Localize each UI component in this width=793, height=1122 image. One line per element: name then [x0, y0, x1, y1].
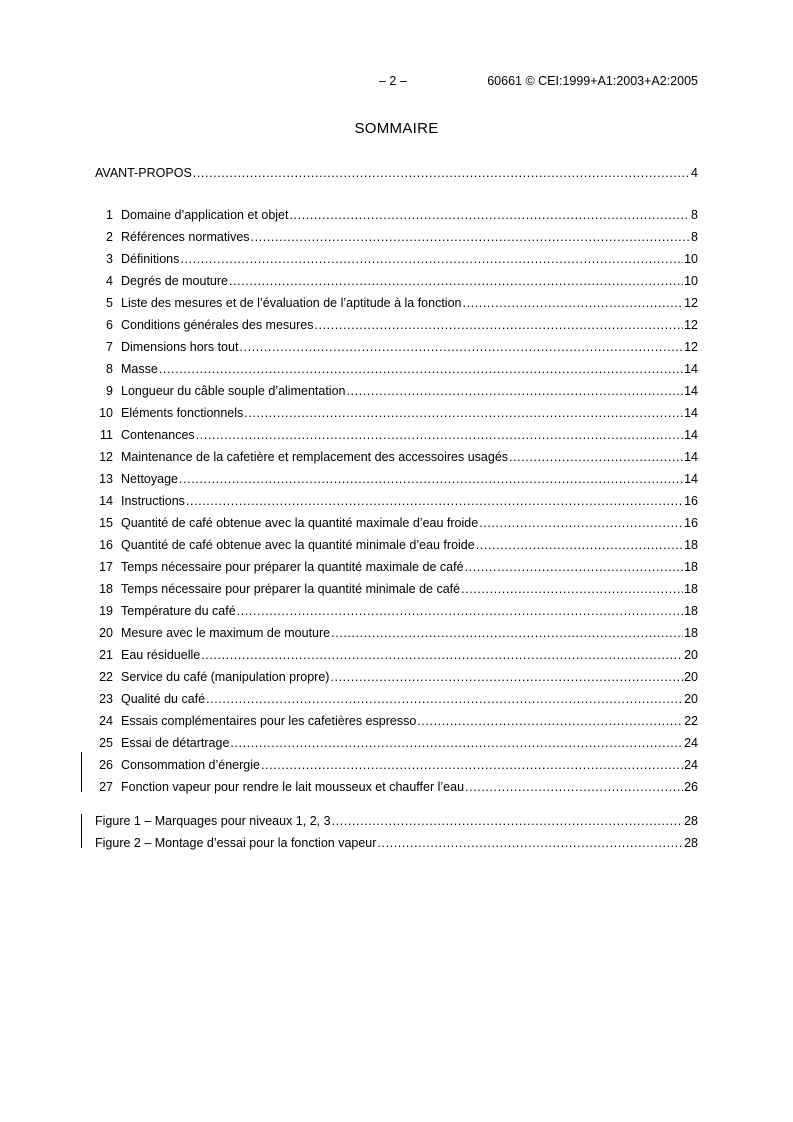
toc-entry-page: 18 [684, 604, 698, 618]
toc-entry[interactable] [95, 404, 698, 422]
toc-entry[interactable] [95, 294, 698, 312]
toc-entry-label: AVANT-PROPOS [95, 166, 192, 180]
toc-entry[interactable] [95, 756, 698, 774]
toc-entry-label: Définitions [121, 252, 180, 266]
clause-number: 10 [99, 406, 113, 420]
clause-number: 1 [106, 208, 113, 222]
toc-entry-label: Quantité de café obtenue avec la quantité minimale d’eau froide [121, 538, 475, 552]
toc-entry-page: 14 [684, 406, 698, 420]
toc-entry-page: 8 [691, 230, 698, 244]
toc-entry-page: 22 [684, 714, 698, 728]
toc-entry-page: 18 [684, 582, 698, 596]
figure-entry-label: Figure 1 – Marquages pour niveaux 1, 2, 3 [95, 814, 331, 828]
toc-entry-page: 20 [684, 670, 698, 684]
clause-number: 15 [99, 516, 113, 530]
dot-leader [229, 272, 683, 290]
clause-number: 8 [106, 362, 113, 376]
dot-leader [314, 316, 683, 334]
toc-entry-label: Nettoyage [121, 472, 178, 486]
dot-leader [180, 250, 683, 268]
toc-entry-label: Conditions générales des mesures [121, 318, 314, 332]
toc-entry-page: 12 [684, 296, 698, 310]
toc-entry[interactable] [95, 558, 698, 576]
toc-entry-label: Liste des mesures et de l’évaluation de l’aptitude à la fonction [121, 296, 462, 310]
toc-entry[interactable] [95, 470, 698, 488]
toc-entry[interactable] [95, 646, 698, 664]
toc-entry[interactable] [95, 580, 698, 598]
clause-number: 13 [99, 472, 113, 486]
change-bar [81, 814, 82, 848]
toc-entry-page: 18 [684, 560, 698, 574]
toc-entry-page: 12 [684, 340, 698, 354]
toc-entry-page: 14 [684, 428, 698, 442]
clause-number: 7 [106, 340, 113, 354]
toc-entry-label: Mesure avec le maximum de mouture [121, 626, 331, 640]
toc-entry-page: 16 [684, 516, 698, 530]
dot-leader [463, 294, 684, 312]
toc-entry-label: Temps nécessaire pour préparer la quantité minimale de café [121, 582, 461, 596]
toc-entry-label: Masse [121, 362, 158, 376]
dot-leader [479, 514, 683, 532]
toc-entry-label: Qualité du café [121, 692, 206, 706]
toc-entry-label: Références normatives [121, 230, 250, 244]
toc-entry-label: Maintenance de la cafetière et remplacement des accessoires usagés [121, 450, 509, 464]
dot-leader [201, 646, 683, 664]
clause-number: 18 [99, 582, 113, 596]
toc-entry-label: Degrés de mouture [121, 274, 229, 288]
page-number: – 2 – [379, 74, 407, 88]
dot-leader [239, 338, 683, 356]
toc-entry[interactable] [95, 668, 698, 686]
figure-entry[interactable] [95, 834, 698, 852]
dot-leader [465, 778, 683, 796]
toc-entry[interactable] [95, 206, 698, 224]
clause-number: 27 [99, 780, 113, 794]
dot-leader [159, 360, 683, 378]
page-header [0, 74, 793, 92]
toc-entry[interactable] [95, 514, 698, 532]
toc-entry[interactable] [95, 778, 698, 796]
dot-leader [186, 492, 683, 510]
dot-leader [237, 602, 683, 620]
toc-entry[interactable] [95, 734, 698, 752]
figure-entry[interactable] [95, 812, 698, 830]
toc-entry-label: Service du café (manipulation propre) [121, 670, 330, 684]
clause-number: 12 [99, 450, 113, 464]
clause-number: 3 [106, 252, 113, 266]
toc-entry[interactable] [95, 426, 698, 444]
clause-number: 26 [99, 758, 113, 772]
dot-leader [417, 712, 683, 730]
toc-entry-page: 14 [684, 450, 698, 464]
toc-entry-label: Longueur du câble souple d’alimentation [121, 384, 346, 398]
toc-entry[interactable] [95, 316, 698, 334]
dot-leader [332, 812, 684, 830]
dot-leader [206, 690, 683, 708]
toc-entry[interactable] [95, 602, 698, 620]
toc-entry-page: 26 [684, 780, 698, 794]
clause-number: 23 [99, 692, 113, 706]
toc-entry-label: Température du café [121, 604, 236, 618]
toc-entry-label: Contenances [121, 428, 195, 442]
clause-number: 6 [106, 318, 113, 332]
toc-entry-label: Essais complémentaires pour les cafetières espresso [121, 714, 417, 728]
dot-leader [465, 558, 684, 576]
toc-entry[interactable] [95, 448, 698, 466]
toc-entry-label: Domaine d’application et objet [121, 208, 289, 222]
dot-leader [461, 580, 683, 598]
clause-number: 4 [106, 274, 113, 288]
document-reference: 60661 © CEI:1999+A1:2003+A2:2005 [487, 74, 698, 88]
toc-entry-label: Instructions [121, 494, 185, 508]
dot-leader [476, 536, 683, 554]
toc-entry-label: Eléments fonctionnels [121, 406, 244, 420]
clause-number: 25 [99, 736, 113, 750]
dot-leader [230, 734, 683, 752]
figure-entry-page: 28 [684, 836, 698, 850]
dot-leader [509, 448, 683, 466]
figure-entry-page: 28 [684, 814, 698, 828]
toc-entry[interactable] [95, 712, 698, 730]
figure-entry-label: Figure 2 – Montage d’essai pour la fonction vapeur [95, 836, 377, 850]
dot-leader [179, 470, 683, 488]
clause-number: 5 [106, 296, 113, 310]
toc-entry-label: Quantité de café obtenue avec la quantité maximale d’eau froide [121, 516, 479, 530]
clause-number: 11 [100, 428, 113, 442]
clause-number: 16 [99, 538, 113, 552]
dot-leader [377, 834, 683, 852]
toc-entry-page: 4 [691, 166, 698, 180]
clause-number: 24 [99, 714, 113, 728]
toc-entry-page: 24 [684, 736, 698, 750]
toc-entry-foreword[interactable] [95, 164, 698, 182]
clause-number: 19 [99, 604, 113, 618]
dot-leader [193, 164, 690, 182]
dot-leader [289, 206, 690, 224]
toc-entry-page: 12 [684, 318, 698, 332]
toc-entry-label: Eau résiduelle [121, 648, 201, 662]
toc-entry[interactable] [95, 536, 698, 554]
dot-leader [346, 382, 683, 400]
toc-entry[interactable] [95, 228, 698, 246]
toc-entry-page: 10 [684, 274, 698, 288]
toc-entry-page: 24 [684, 758, 698, 772]
clause-number: 2 [106, 230, 113, 244]
toc-entry-page: 14 [684, 384, 698, 398]
toc-entry-page: 18 [684, 626, 698, 640]
dot-leader [196, 426, 683, 444]
toc-entry-label: Essai de détartrage [121, 736, 230, 750]
clause-number: 22 [99, 670, 113, 684]
clause-number: 14 [99, 494, 113, 508]
dot-leader [261, 756, 683, 774]
toc-entry[interactable] [95, 624, 698, 642]
dot-leader [251, 228, 691, 246]
toc-entry-page: 18 [684, 538, 698, 552]
clause-number: 20 [99, 626, 113, 640]
toc-entry[interactable] [95, 360, 698, 378]
change-bar [81, 752, 82, 792]
toc-entry-label: Temps nécessaire pour préparer la quantité maximale de café [121, 560, 464, 574]
toc-entry-label: Dimensions hors tout [121, 340, 239, 354]
dot-leader [331, 624, 683, 642]
page-title: SOMMAIRE [354, 120, 439, 137]
toc-entry-page: 8 [691, 208, 698, 222]
toc-entry-page: 20 [684, 692, 698, 706]
dot-leader [244, 404, 683, 422]
clause-number: 9 [106, 384, 113, 398]
toc-entry[interactable] [95, 338, 698, 356]
toc-entry-page: 14 [684, 472, 698, 486]
toc-entry-page: 16 [684, 494, 698, 508]
clause-number: 17 [99, 560, 113, 574]
clause-number: 21 [99, 648, 113, 662]
toc-entry[interactable] [95, 492, 698, 510]
toc-entry[interactable] [95, 690, 698, 708]
toc-entry[interactable] [95, 250, 698, 268]
toc-entry-label: Fonction vapeur pour rendre le lait mousseux et chauffer l’eau [121, 780, 465, 794]
toc-entry-page: 20 [684, 648, 698, 662]
toc-entry[interactable] [95, 382, 698, 400]
dot-leader [330, 668, 683, 686]
toc-entry-label: Consommation d’énergie [121, 758, 260, 772]
toc-entry-page: 10 [684, 252, 698, 266]
toc-entry[interactable] [95, 272, 698, 290]
toc-entry-page: 14 [684, 362, 698, 376]
